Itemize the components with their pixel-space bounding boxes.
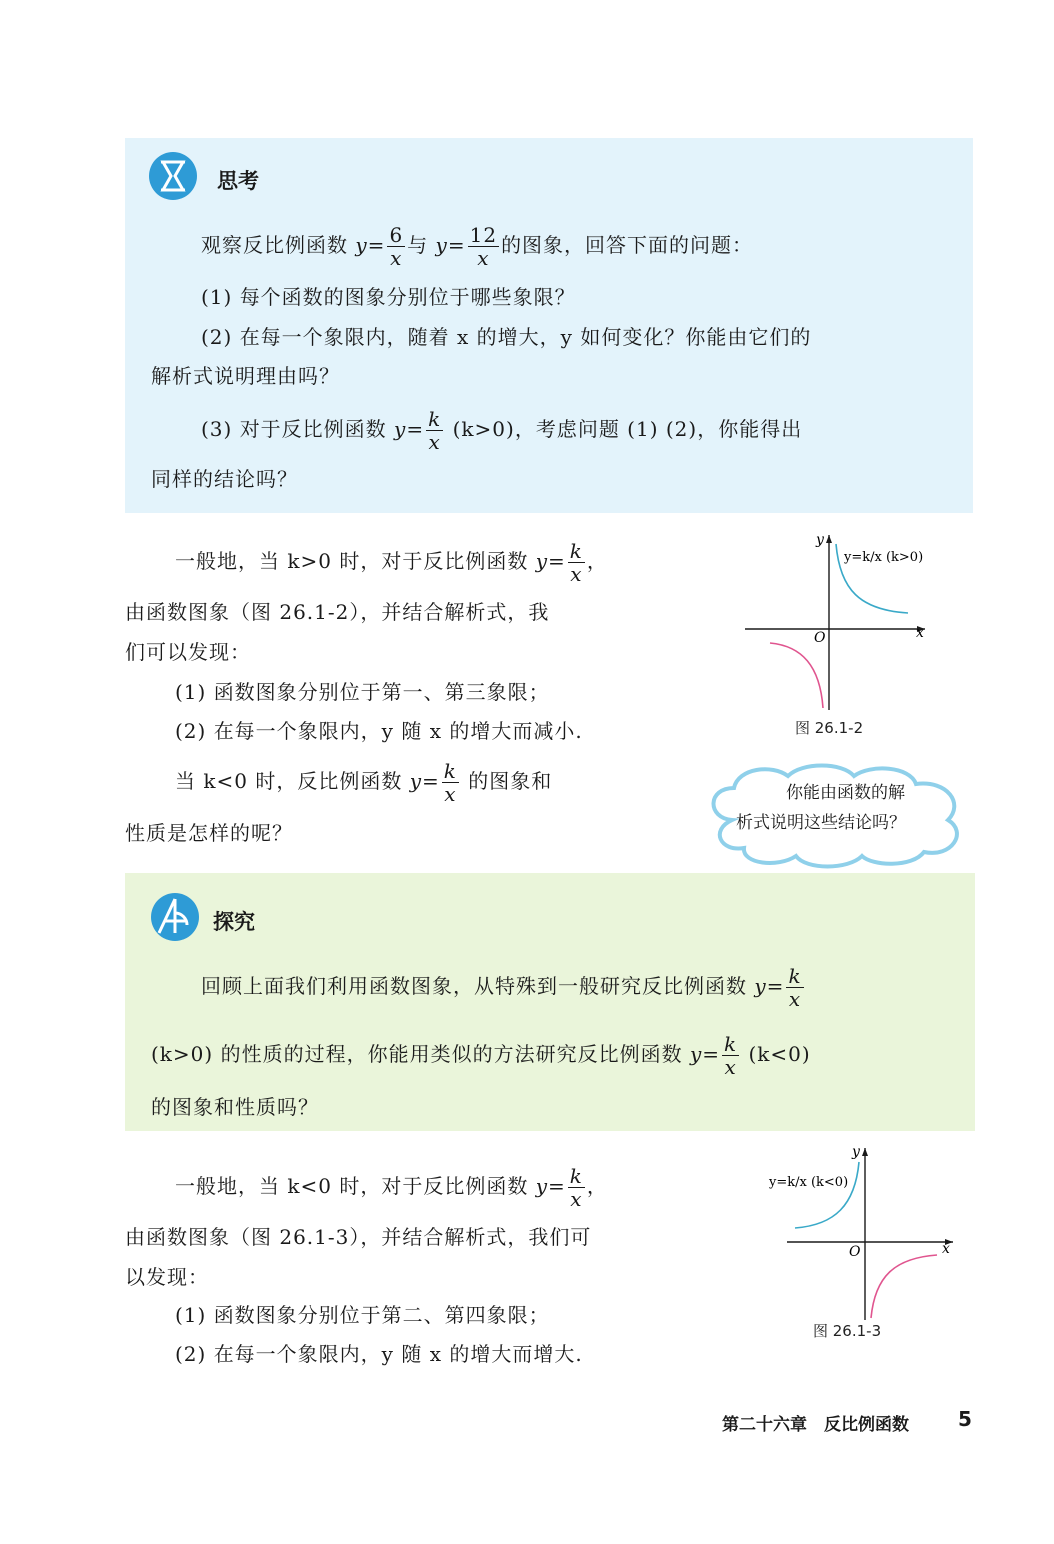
curve-quadrant-2 (795, 1162, 859, 1228)
section2-line-2: 由函数图象（图 26.1-3），并结合解析式，我们可 (125, 1225, 592, 1249)
think-question-2-line1: (2) 在每一个象限内，随着 x 的增大，y 如何变化？你能由它们的 (201, 325, 812, 349)
section2-line-3: 以发现： (125, 1265, 209, 1289)
origin-label: O (849, 1244, 861, 1260)
y-label: y (816, 532, 824, 548)
curve-quadrant-4 (871, 1255, 937, 1318)
section1-line-2: 由函数图象（图 26.1-2），并结合解析式，我 (125, 600, 550, 624)
explore-line-1: 回顾上面我们利用函数图象，从特殊到一般研究反比例函数 y= $\frac{k}{x}$ (201, 964, 802, 1011)
y-axis-arrow (826, 535, 832, 543)
section1-paragraph-2: 当 k<0 时，反比例函数 y= $\frac{k}{x}$ 的图象和 (175, 759, 553, 806)
explore-box (125, 873, 975, 1131)
section2-paragraph-1: 一般地，当 k<0 时，对于反比例函数 y= $\frac{k}{x}$ ， (175, 1164, 608, 1211)
section2-item-2: (2) 在每一个象限内，y 随 x 的增大而增大. (175, 1342, 583, 1366)
section1-line-3: 们可以发现： (125, 640, 251, 664)
think-question-1: (1) 每个函数的图象分别位于哪些象限？ (201, 285, 576, 309)
origin-label: O (814, 630, 826, 646)
section1-item-2: (2) 在每一个象限内，y 随 x 的增大而减小. (175, 719, 583, 743)
figure-26-1-3 (765, 1140, 965, 1325)
cloud-text-line-1: 你能由函数的解 (786, 783, 905, 803)
curve-label: y=k/x (k<0) (769, 1175, 849, 1190)
page-number: 5 (958, 1407, 972, 1431)
explore-title: 探究 (213, 910, 255, 934)
x-label: x (942, 1241, 950, 1257)
figure-26-1-2 (740, 530, 940, 715)
y-axis-arrow (862, 1148, 868, 1156)
section1-paragraph-2-line2: 性质是怎样的呢？ (125, 821, 293, 845)
chapter-footer: 第二十六章 反比例函数 (722, 1415, 909, 1435)
figure-26-1-3-caption: 图 26.1-3 (813, 1322, 882, 1340)
explore-line-3: 的图象和性质吗？ (151, 1095, 319, 1119)
think-icon (149, 152, 197, 200)
explore-icon (151, 893, 199, 941)
think-question-3-line2: 同样的结论吗？ (151, 467, 298, 491)
think-box (125, 138, 973, 513)
figure-26-1-2-caption: 图 26.1-2 (795, 719, 864, 737)
think-intro: 观察反比例函数 y= $\frac{6}{x}$ 与 y= $\frac{12}{x}$ 的图象，回答下面的问题： (201, 223, 754, 270)
x-label: x (916, 625, 924, 641)
think-question-3: (3) 对于反比例函数 y= $\frac{k}{x}$ (k>0)，考虑问题 (1) (2)，你能得出 (201, 407, 803, 454)
section1-item-1: (1) 函数图象分别位于第一、第三象限； (175, 680, 550, 704)
explore-line-2: (k>0) 的性质的过程，你能用类似的方法研究反比例函数 y= $\frac{k}{x}$ (k<0) (151, 1032, 811, 1079)
section1-paragraph-1: 一般地，当 k>0 时，对于反比例函数 y= $\frac{k}{x}$ ， (175, 539, 608, 586)
curve-label: y=k/x (k>0) (844, 550, 924, 565)
curve-quadrant-3 (770, 643, 823, 708)
think-title: 思考 (217, 169, 259, 193)
y-label: y (852, 1144, 860, 1160)
think-question-2-line2: 解析式说明理由吗？ (151, 364, 340, 388)
cloud-text-line-2: 析式说明这些结论吗？ (736, 813, 906, 833)
section2-item-1: (1) 函数图象分别位于第二、第四象限； (175, 1303, 550, 1327)
